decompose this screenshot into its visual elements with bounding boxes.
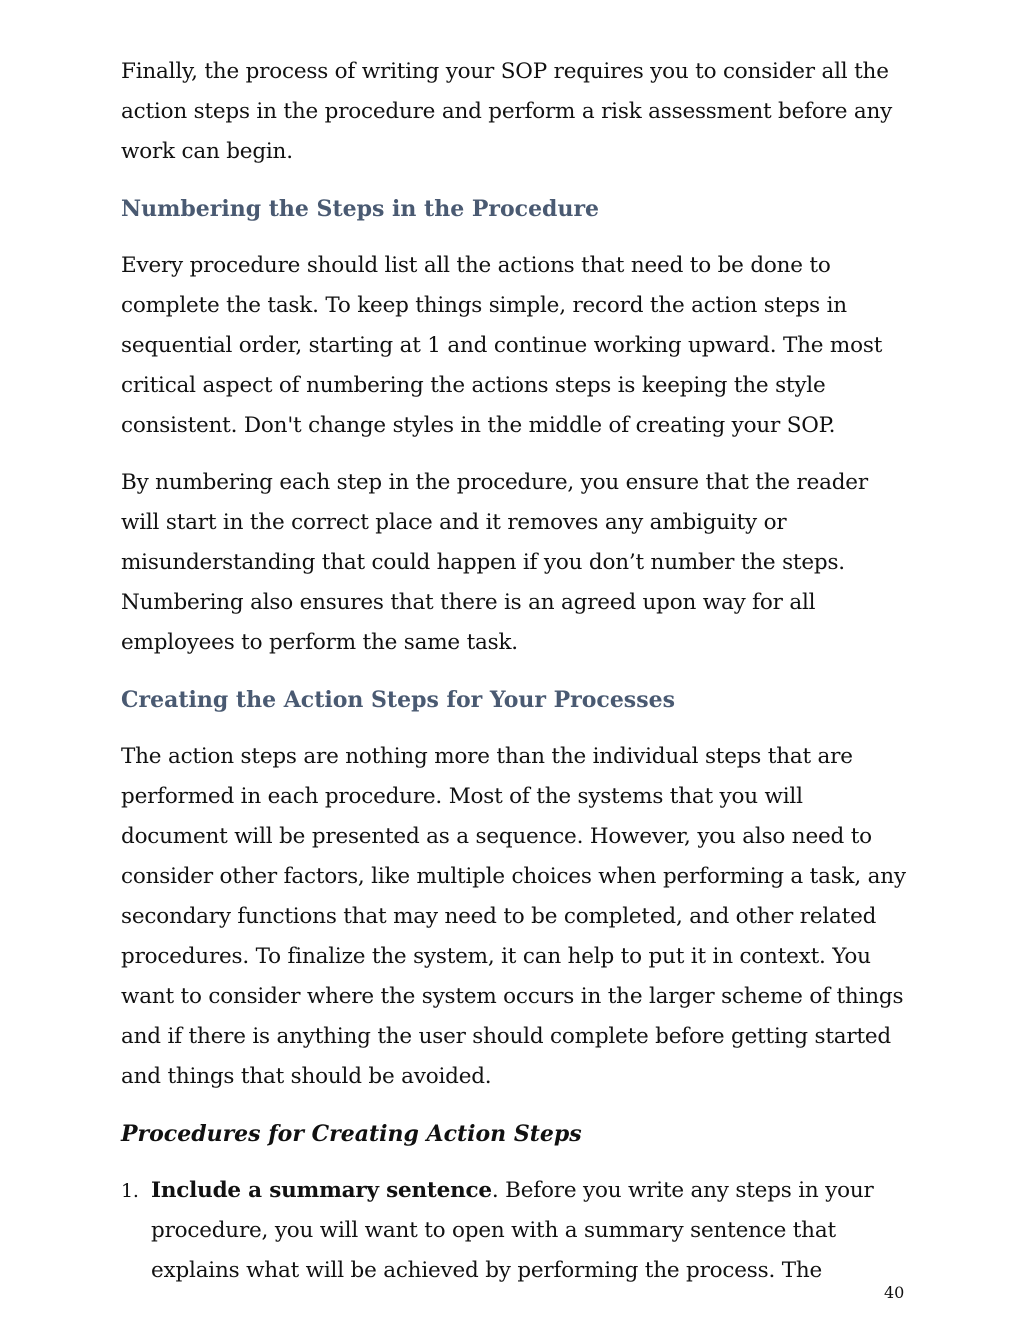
action-steps-list [121,1171,911,1291]
numbering-paragraph-2: By numbering each step in the procedure, you ensure that the reader will start in the correct place and it removes any ambiguity or misunderstanding that could happen if you don’t number the steps. Numbering also ensures that there is an agreed upon way for all employees to perform the same task. [121,470,868,655]
page-number: 40 [884,1283,905,1302]
list-item [121,1171,911,1291]
list-item-text: . Before you write any steps in your procedure, you will want to open with a summary sentence that explains what will be achieved by performing the process. The [151,1178,874,1283]
section-heading-numbering: Numbering the Steps in the Procedure [121,196,600,222]
list-item-lead: Include a summary sentence [151,1178,492,1203]
numbering-paragraph-1: Every procedure should list all the actions that need to be done to complete the task. To keep things simple, record the action steps in sequential order, starting at 1 and continue working upward. The most critical aspect of numbering the actions steps is keeping the style consistent. Don't change styles in the middle of creating your SOP. [121,253,883,438]
action-steps-paragraph: The action steps are nothing more than the individual steps that are performed in each procedure. Most of the systems that you will document will be presented as a sequence. However, you also need to consider other factors, like multiple choices when performing a task, any secondary functions that may need to be completed, and other related procedures. To finalize the system, it can help to put it in context. You want to consider where the system occurs in the larger scheme of things and if there is anything the user should complete before getting started and things that should be avoided. [121,744,906,1089]
document-page [121,52,911,1291]
procedures-subheading: Procedures for Creating Action Steps [121,1121,582,1147]
intro-paragraph: Finally, the process of writing your SOP requires you to consider all the action steps in the procedure and perform a risk assessment before any work can begin. [121,59,893,164]
section-heading-creating: Creating the Action Steps for Your Processes [121,687,675,713]
list-item-number: 1. [121,1180,139,1202]
